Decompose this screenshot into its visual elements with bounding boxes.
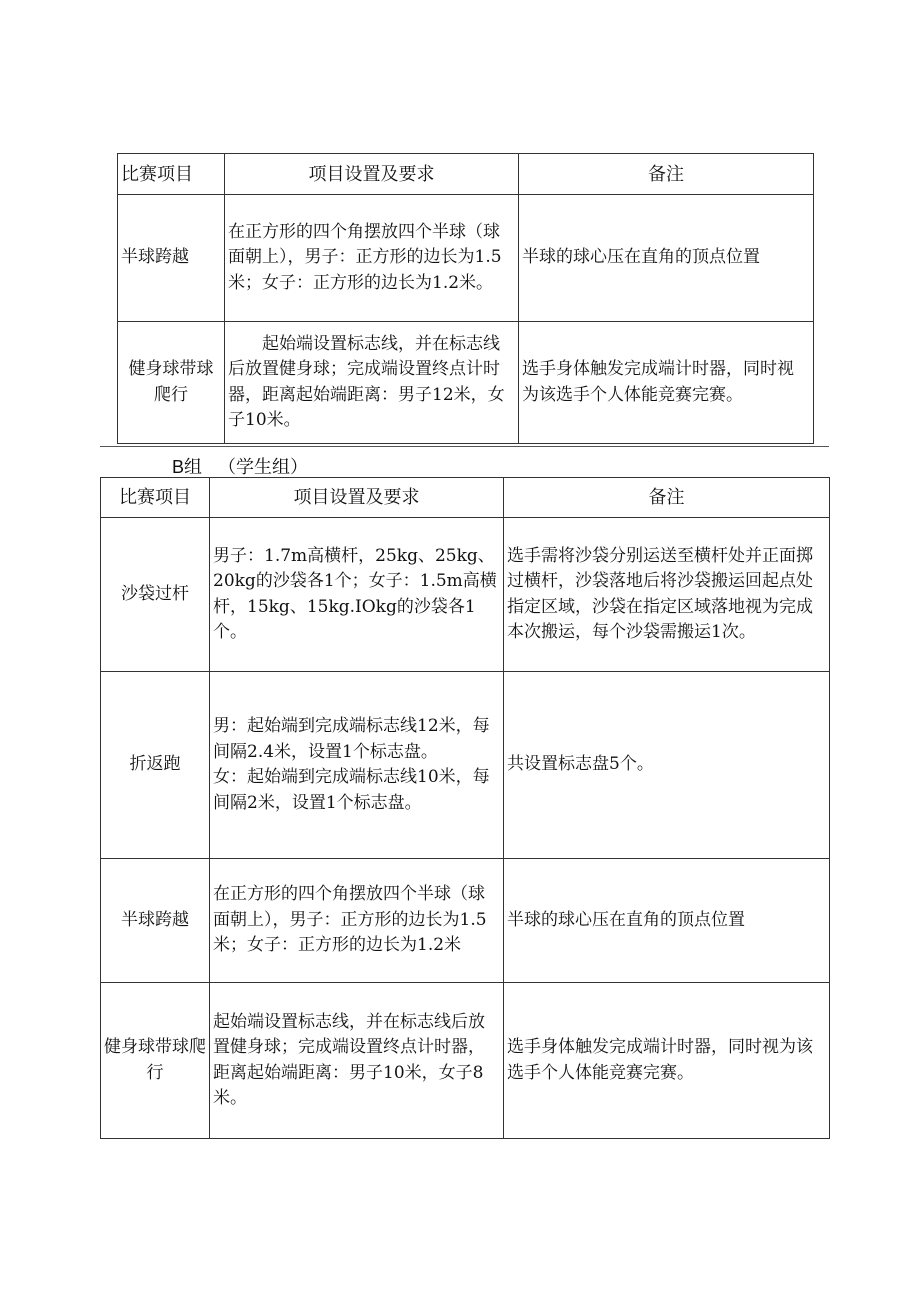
group-b-name: B组 (172, 457, 203, 477)
group-b-label (172, 453, 308, 479)
requirement-cell: 起始端设置标志线，并在标志线后放置健身球；完成端设置终点计时器，距离起始端距离：男子12米，女子10米。 (225, 322, 519, 444)
item-cell: 健身球带球爬行 (101, 983, 210, 1139)
group-b-subtitle: （学生组） (218, 457, 309, 478)
section-divider (100, 446, 829, 447)
table-row (118, 322, 814, 444)
table-row (101, 983, 830, 1139)
requirement-male: 男：起始端到完成端标志线12米，每间隔2.4米，设置1个标志盘。 (213, 716, 490, 762)
header-requirement: 项目设置及要求 (210, 478, 504, 518)
table-header-row (118, 154, 814, 195)
header-item: 比赛项目 (101, 478, 210, 518)
table-group-a (117, 153, 814, 444)
note-cell: 半球的球心压在直角的顶点位置 (504, 859, 830, 983)
table-row (101, 518, 830, 672)
note-cell: 选手身体触发完成端计时器，同时视为该选手个人体能竞赛完赛。 (519, 322, 814, 444)
table-row (101, 859, 830, 983)
header-item: 比赛项目 (118, 154, 225, 195)
table-group-b (100, 477, 830, 1139)
item-cell: 半球跨越 (118, 195, 225, 322)
header-requirement: 项目设置及要求 (225, 154, 519, 195)
requirement-cell (210, 672, 504, 859)
table-header-row (101, 478, 830, 518)
note-cell: 半球的球心压在直角的顶点位置 (519, 195, 814, 322)
table-row (118, 195, 814, 322)
requirement-cell: 男子：1.7m高横杆，25kg、25kg、20kg的沙袋各1个；女子：1.5m高横杆，15kg、15kg.IOkg的沙袋各1个。 (210, 518, 504, 672)
header-note: 备注 (519, 154, 814, 195)
requirement-female: 女：起始端到完成端标志线10米，每间隔2米，设置1个标志盘。 (213, 767, 490, 813)
note-cell: 选手身体触发完成端计时器，同时视为该选手个人体能竞赛完赛。 (504, 983, 830, 1139)
item-cell: 半球跨越 (101, 859, 210, 983)
note-cell: 共设置标志盘5个。 (504, 672, 830, 859)
requirement-cell: 在正方形的四个角摆放四个半球（球面朝上），男子：正方形的边长为1.5米；女子：正方形的边长为1.2米。 (225, 195, 519, 322)
item-cell: 沙袋过杆 (101, 518, 210, 672)
item-cell: 折返跑 (101, 672, 210, 859)
requirement-cell: 在正方形的四个角摆放四个半球（球面朝上），男子：正方形的边长为1.5米；女子：正方形的边长为1.2米 (210, 859, 504, 983)
requirement-cell: 起始端设置标志线，并在标志线后放置健身球；完成端设置终点计时器，距离起始端距离：男子10米，女子8米。 (210, 983, 504, 1139)
header-note: 备注 (504, 478, 830, 518)
note-cell: 选手需将沙袋分别运送至横杆处并正面掷过横杆，沙袋落地后将沙袋搬运回起点处指定区域，沙袋在指定区域落地视为完成本次搬运，每个沙袋需搬运1次。 (504, 518, 830, 672)
table-row (101, 672, 830, 859)
item-cell: 健身球带球爬行 (118, 322, 225, 444)
